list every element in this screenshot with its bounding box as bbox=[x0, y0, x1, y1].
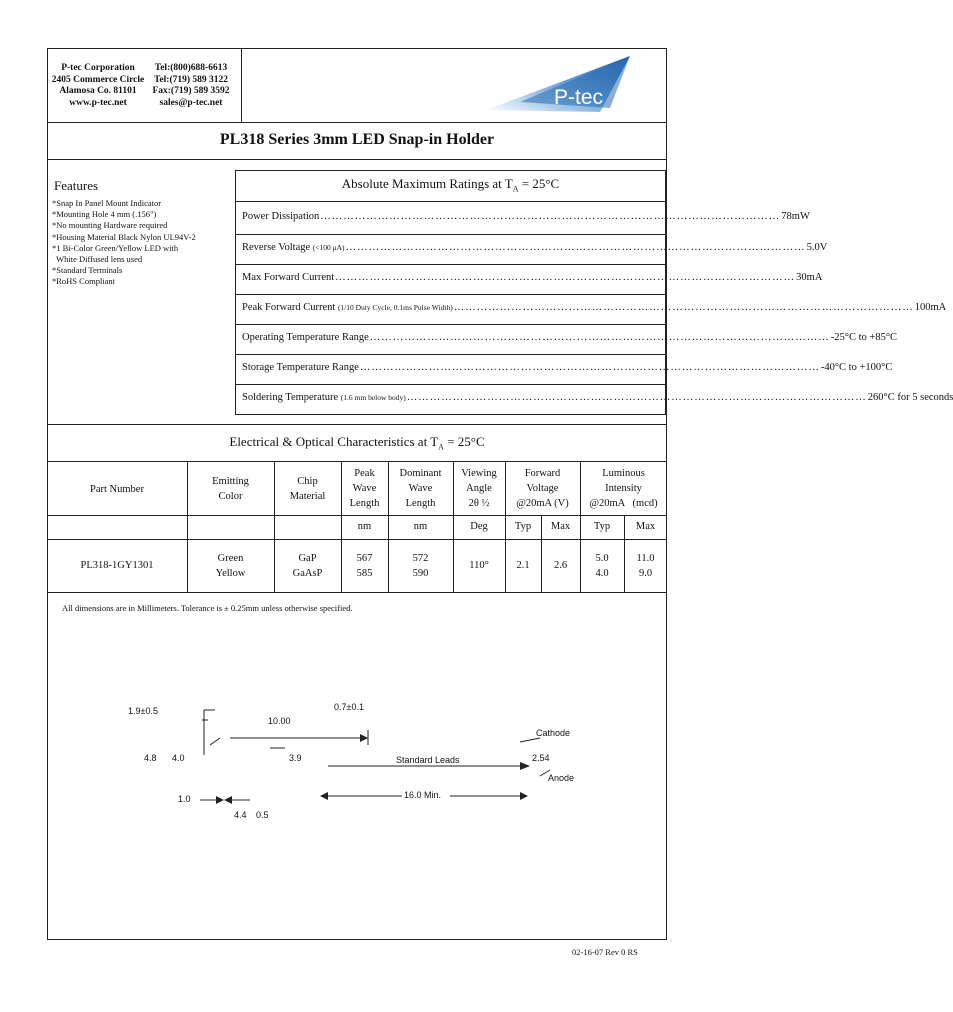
electrical-heading-tail: = 25°C bbox=[443, 434, 485, 449]
rule bbox=[47, 461, 667, 462]
header-line: @20mA (mcd) bbox=[589, 498, 658, 509]
arrow-head bbox=[224, 796, 232, 804]
dim-label: 1.0 bbox=[178, 794, 191, 804]
rating-value: 260°C for 5 seconds bbox=[867, 392, 953, 403]
ptec-logo bbox=[480, 50, 666, 120]
dim-label: 2.54 bbox=[532, 753, 550, 763]
feature-item: *Mounting Hole 4 mm (.156") bbox=[52, 209, 157, 220]
arrow-head bbox=[520, 762, 530, 770]
rule bbox=[47, 122, 667, 123]
company-contact bbox=[146, 63, 236, 109]
dim-label: 4.0 bbox=[172, 753, 185, 763]
ratings-rule bbox=[236, 324, 665, 325]
table-rule bbox=[47, 515, 667, 516]
rating-label: Max Forward Current bbox=[242, 272, 335, 283]
ratings-rule bbox=[236, 234, 665, 235]
leader-dots: ………………………………………………………………………………………………………… bbox=[345, 242, 806, 253]
header-viewing-angle bbox=[453, 466, 505, 511]
cell-iv-max bbox=[624, 551, 667, 581]
rating-value: 5.0V bbox=[806, 242, 828, 253]
ratings-heading-tail: = 25°C bbox=[518, 176, 560, 191]
header-line: 2θ ½ bbox=[468, 498, 490, 509]
rating-row-operating-temp bbox=[242, 332, 898, 343]
rating-row-storage-temp bbox=[242, 362, 893, 373]
cell-line: Yellow bbox=[215, 568, 246, 579]
page-title: PL318 Series 3mm LED Snap-in Holder bbox=[219, 131, 495, 148]
features-list bbox=[52, 198, 232, 288]
header-line: Wave bbox=[352, 483, 377, 494]
rule bbox=[47, 159, 667, 160]
rating-note: (1/10 Duty Cycle, 0.1ms Pulse Width) bbox=[337, 303, 453, 312]
rating-value: 30mA bbox=[796, 272, 823, 283]
rating-note: (<100 μA) bbox=[312, 243, 345, 252]
electrical-heading-sub: A bbox=[438, 442, 444, 452]
header-line: Intensity bbox=[605, 483, 642, 494]
leader-dots: ………………………………………………………………………………………………………… bbox=[369, 332, 830, 343]
header-luminous-intensity bbox=[580, 466, 667, 511]
unit-iv-typ: Typ bbox=[593, 521, 611, 532]
cell-emitting-color bbox=[187, 551, 274, 581]
rating-label: Power Dissipation bbox=[242, 211, 320, 222]
cathode-label: Cathode bbox=[536, 728, 571, 738]
cell-line: 590 bbox=[412, 568, 429, 579]
header-line: Color bbox=[218, 491, 243, 502]
electrical-heading bbox=[47, 434, 667, 452]
ratings-box bbox=[235, 170, 666, 415]
ratings-rule bbox=[236, 201, 665, 202]
rating-label: Storage Temperature Range bbox=[242, 362, 359, 373]
header-forward-voltage bbox=[505, 466, 580, 511]
table-rule bbox=[47, 539, 667, 540]
rating-value: -40°C to +100°C bbox=[820, 362, 893, 373]
dim-label: 16.0 Min. bbox=[404, 790, 442, 800]
feature-item: *Standard Terminals bbox=[52, 265, 123, 276]
dim-label: 10.00 bbox=[268, 716, 291, 726]
cell-line: 11.0 bbox=[636, 553, 655, 564]
header-chip-material bbox=[274, 474, 341, 504]
header-line: Wave bbox=[408, 483, 433, 494]
unit-vf-max: Max bbox=[550, 521, 571, 532]
cell-line: 572 bbox=[412, 553, 429, 564]
dim-label: 4.8 bbox=[144, 753, 157, 763]
cell-chip-material bbox=[274, 551, 341, 581]
arrow-head bbox=[320, 792, 328, 800]
rating-row-soldering-temp bbox=[242, 392, 953, 403]
phone: Tel:(719) 589 3122 bbox=[153, 74, 229, 85]
dim-label: 0.7±0.1 bbox=[334, 702, 364, 712]
header-emitting-color bbox=[187, 474, 274, 504]
rating-value: 78mW bbox=[781, 211, 810, 222]
unit-iv-max: Max bbox=[635, 521, 656, 532]
company-city: Alamosa Co. 81101 bbox=[59, 86, 137, 96]
header-line: Peak bbox=[354, 468, 375, 479]
header-line: Chip bbox=[297, 476, 318, 487]
ratings-rule bbox=[236, 264, 665, 265]
company-street: 2405 Commerce Circle bbox=[51, 74, 145, 85]
rating-label: Peak Forward Current bbox=[242, 302, 338, 313]
feature-item: *Housing Material Black Nylon UL94V-2 bbox=[52, 231, 196, 242]
rating-row-max-forward-current bbox=[242, 272, 823, 283]
unit-viewing: Deg bbox=[470, 521, 488, 532]
header-line: Voltage bbox=[526, 483, 559, 494]
rating-label: Soldering Temperature bbox=[242, 392, 341, 403]
ratings-heading-sub: A bbox=[512, 184, 519, 194]
rating-row-power bbox=[242, 211, 810, 222]
unit-dominant: nm bbox=[413, 521, 428, 532]
rating-value: 100mA bbox=[914, 302, 947, 313]
rating-note: (1.6 mm below body) bbox=[340, 393, 406, 402]
header-line: Angle bbox=[466, 483, 492, 494]
tolerance-note: All dimensions are in Millimeters. Tolerance is ± 0.25mm unless otherwise specified. bbox=[62, 603, 353, 613]
cell-line: GaP bbox=[298, 553, 317, 564]
ratings-rule bbox=[236, 294, 665, 295]
header-divider bbox=[241, 48, 242, 122]
email: sales@p-tec.net bbox=[159, 97, 223, 108]
logo-text: P-tec bbox=[554, 86, 604, 109]
unit-peak: nm bbox=[357, 521, 372, 532]
header-line: Forward bbox=[524, 468, 561, 479]
rating-label: Operating Temperature Range bbox=[242, 332, 369, 343]
cell-line: 4.0 bbox=[595, 568, 609, 579]
feature-item: *1 Bi-Color Green/Yellow LED with bbox=[52, 242, 179, 253]
ratings-rule bbox=[236, 354, 665, 355]
header-line: @20mA (V) bbox=[516, 498, 569, 509]
leader-dots: ………………………………………………………………………………………………………… bbox=[406, 392, 867, 403]
header-line: Viewing bbox=[461, 468, 497, 479]
cell-line: 567 bbox=[356, 553, 373, 564]
cell-vf-typ: 2.1 bbox=[516, 560, 530, 571]
feature-item: *RoHS Compliant bbox=[52, 276, 116, 287]
cell-line: GaAsP bbox=[292, 568, 323, 579]
cell-vf-max: 2.6 bbox=[553, 560, 568, 571]
dim-line bbox=[210, 738, 220, 745]
dim-label: 4.4 bbox=[234, 810, 247, 820]
revision-footer: 02-16-07 Rev 0 RS bbox=[572, 947, 638, 957]
rule bbox=[47, 424, 667, 425]
header-line: Length bbox=[405, 498, 436, 509]
header-line: Length bbox=[349, 498, 380, 509]
dim-label: 0.5 bbox=[256, 810, 269, 820]
leader-dots: ………………………………………………………………………………………………………… bbox=[359, 362, 820, 373]
rule bbox=[47, 592, 667, 593]
company-address bbox=[48, 63, 148, 109]
rating-value: -25°C to +85°C bbox=[830, 332, 898, 343]
rating-row-peak-forward-current bbox=[242, 302, 947, 313]
header-dominant-wavelength bbox=[388, 466, 453, 511]
ratings-heading-text: Absolute Maximum Ratings at T bbox=[341, 176, 513, 191]
rating-label: Reverse Voltage bbox=[242, 242, 313, 253]
arrow-head bbox=[360, 734, 368, 742]
leader-dots: ………………………………………………………………………………………………………… bbox=[453, 302, 914, 313]
leader bbox=[520, 738, 540, 742]
cell-line: 5.0 bbox=[595, 553, 609, 564]
header-line: Dominant bbox=[399, 468, 442, 479]
phone-tollfree: Tel:(800)688-6613 bbox=[154, 63, 228, 73]
header-part-number: Part Number bbox=[90, 484, 144, 495]
header-peak-wavelength bbox=[341, 466, 388, 511]
header-line: Material bbox=[289, 491, 326, 502]
cell-line: 585 bbox=[356, 568, 373, 579]
company-name: P-tec Corporation bbox=[61, 63, 135, 73]
feature-item: *Snap In Panel Mount Indicator bbox=[52, 198, 162, 208]
header-line: Emitting bbox=[212, 476, 249, 487]
arrow-head bbox=[216, 796, 224, 804]
cell-viewing-angle: 110° bbox=[469, 560, 489, 571]
ratings-rule bbox=[236, 384, 665, 385]
cell-line: Green bbox=[217, 553, 244, 564]
features-heading: Features bbox=[54, 178, 99, 193]
electrical-heading-text: Electrical & Optical Characteristics at T bbox=[229, 434, 439, 449]
cell-iv-typ bbox=[580, 551, 624, 581]
cell-peak-wavelength bbox=[341, 551, 388, 581]
feature-item: *No mounting Hardware required bbox=[52, 220, 168, 231]
anode-label: Anode bbox=[548, 773, 575, 783]
fax: Fax:(719) 589 3592 bbox=[152, 86, 230, 96]
rating-row-reverse-voltage bbox=[242, 242, 828, 253]
dim-label: 1.9±0.5 bbox=[128, 706, 158, 716]
leader-dots: ………………………………………………………………………………………………………… bbox=[320, 211, 781, 222]
cell-dominant-wavelength bbox=[388, 551, 453, 581]
dim-label: 3.9 bbox=[289, 753, 302, 763]
feature-item: White Diffused lens used bbox=[52, 254, 143, 265]
cell-part-number: PL318-1GY1301 bbox=[80, 560, 154, 571]
standard-leads-label: Standard Leads bbox=[396, 755, 460, 765]
unit-vf-typ: Typ bbox=[514, 521, 532, 532]
leader-dots: ………………………………………………………………………………………………………… bbox=[335, 272, 796, 283]
company-website: www.p-tec.net bbox=[69, 97, 127, 108]
cell-line: 9.0 bbox=[638, 568, 653, 579]
header-line: Luminous bbox=[602, 468, 645, 479]
ratings-heading bbox=[235, 176, 666, 194]
arrow-head bbox=[520, 792, 528, 800]
